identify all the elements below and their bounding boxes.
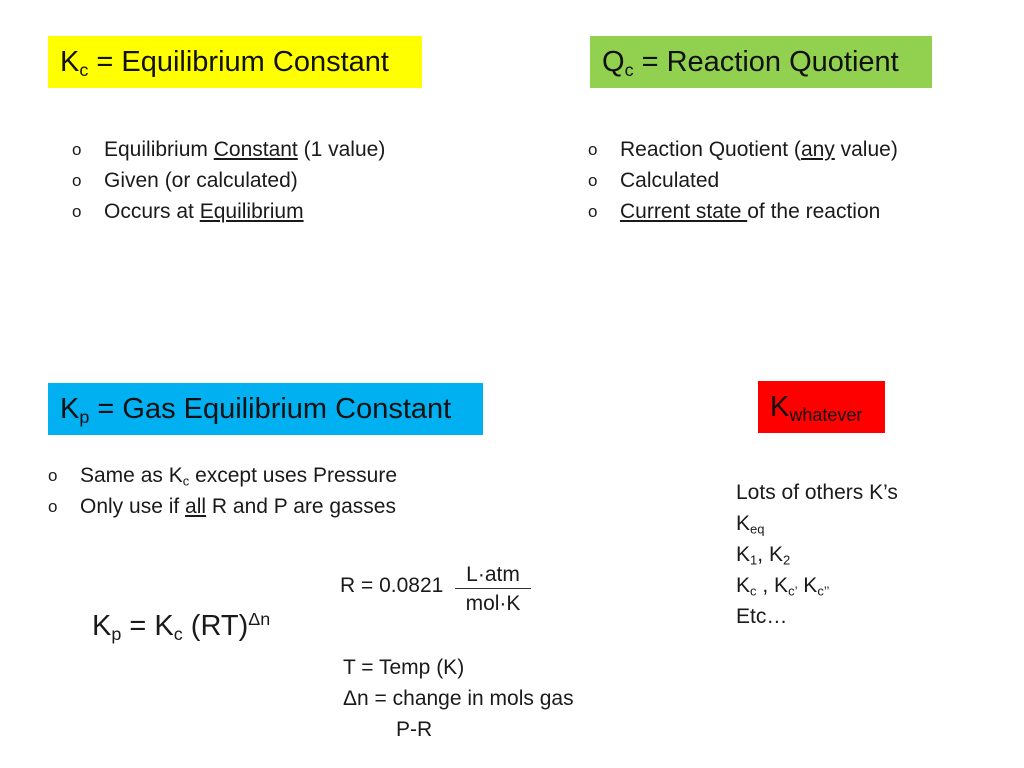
list-item: o Only use if all R and P are gasses — [48, 491, 397, 522]
kc-bullet-list — [72, 134, 385, 227]
kc-variants-line: $K_c$ , $K_{c’}$ $K_{c’’}$ — [736, 574, 830, 599]
r-units-fraction — [455, 561, 531, 617]
kc-symbol: K — [60, 46, 80, 78]
delta-n-definition: Δn = change in mols gas — [343, 687, 574, 710]
kwhatever-subscript: whatever — [789, 405, 863, 426]
list-item: o Occurs at Equilibrium — [72, 196, 385, 227]
kp-formula: $K_p = K_c$ (RT)$^{\Delta n}$ — [92, 609, 271, 645]
bullet-marker: o — [48, 497, 58, 516]
keq-line: $K_{eq}$ — [736, 512, 765, 537]
bullet-marker: o — [48, 466, 58, 485]
temp-definition: T = Temp (K) — [343, 656, 465, 679]
notes-line: Lots of others K’s — [736, 481, 898, 504]
kp-header — [48, 383, 483, 435]
etc-line: Etc… — [736, 605, 788, 628]
fraction-denominator: mol·K — [465, 592, 521, 615]
k1-k2-line: $K_1$, $K_2$ — [736, 543, 791, 568]
kwhatever-symbol: K — [770, 391, 790, 423]
list-item: o Reaction Quotient (any value) — [588, 134, 898, 165]
list-item: o Same as $K_c$ except uses Pressure — [48, 460, 397, 491]
p-minus-r: P-R — [396, 718, 433, 741]
bullet-marker: o — [588, 140, 598, 159]
kp-bullet-list — [48, 460, 397, 522]
r-constant-label: R = 0.0821 — [340, 574, 444, 597]
bullet-marker: o — [72, 202, 82, 221]
list-item: o Equilibrium Constant (1 value) — [72, 134, 385, 165]
qc-title: = Reaction Quotient — [633, 46, 899, 78]
qc-header — [590, 36, 932, 88]
fraction-numerator: L·atm — [466, 563, 520, 586]
qc-symbol: Q — [602, 46, 625, 78]
bullet-marker: o — [588, 202, 598, 221]
qc-bullet-list — [588, 134, 898, 227]
bullet-marker: o — [588, 171, 598, 190]
variable-definitions — [343, 652, 574, 714]
bullet-marker: o — [72, 171, 82, 190]
kp-symbol: K — [60, 393, 80, 425]
fraction-bar — [455, 588, 531, 589]
kc-title: = Equilibrium Constant — [88, 46, 389, 78]
bullet-marker: o — [72, 140, 82, 159]
kp-subscript: p — [79, 407, 90, 428]
list-item: o Calculated — [588, 165, 898, 196]
kwhatever-header — [758, 381, 885, 433]
kc-subscript: c — [79, 60, 89, 81]
list-item: o Current state of the reaction — [588, 196, 898, 227]
qc-subscript: c — [624, 60, 634, 81]
kc-header — [48, 36, 422, 88]
kwhatever-notes — [736, 477, 898, 632]
kp-title: = Gas Equilibrium Constant — [89, 393, 452, 425]
list-item: o Given (or calculated) — [72, 165, 385, 196]
